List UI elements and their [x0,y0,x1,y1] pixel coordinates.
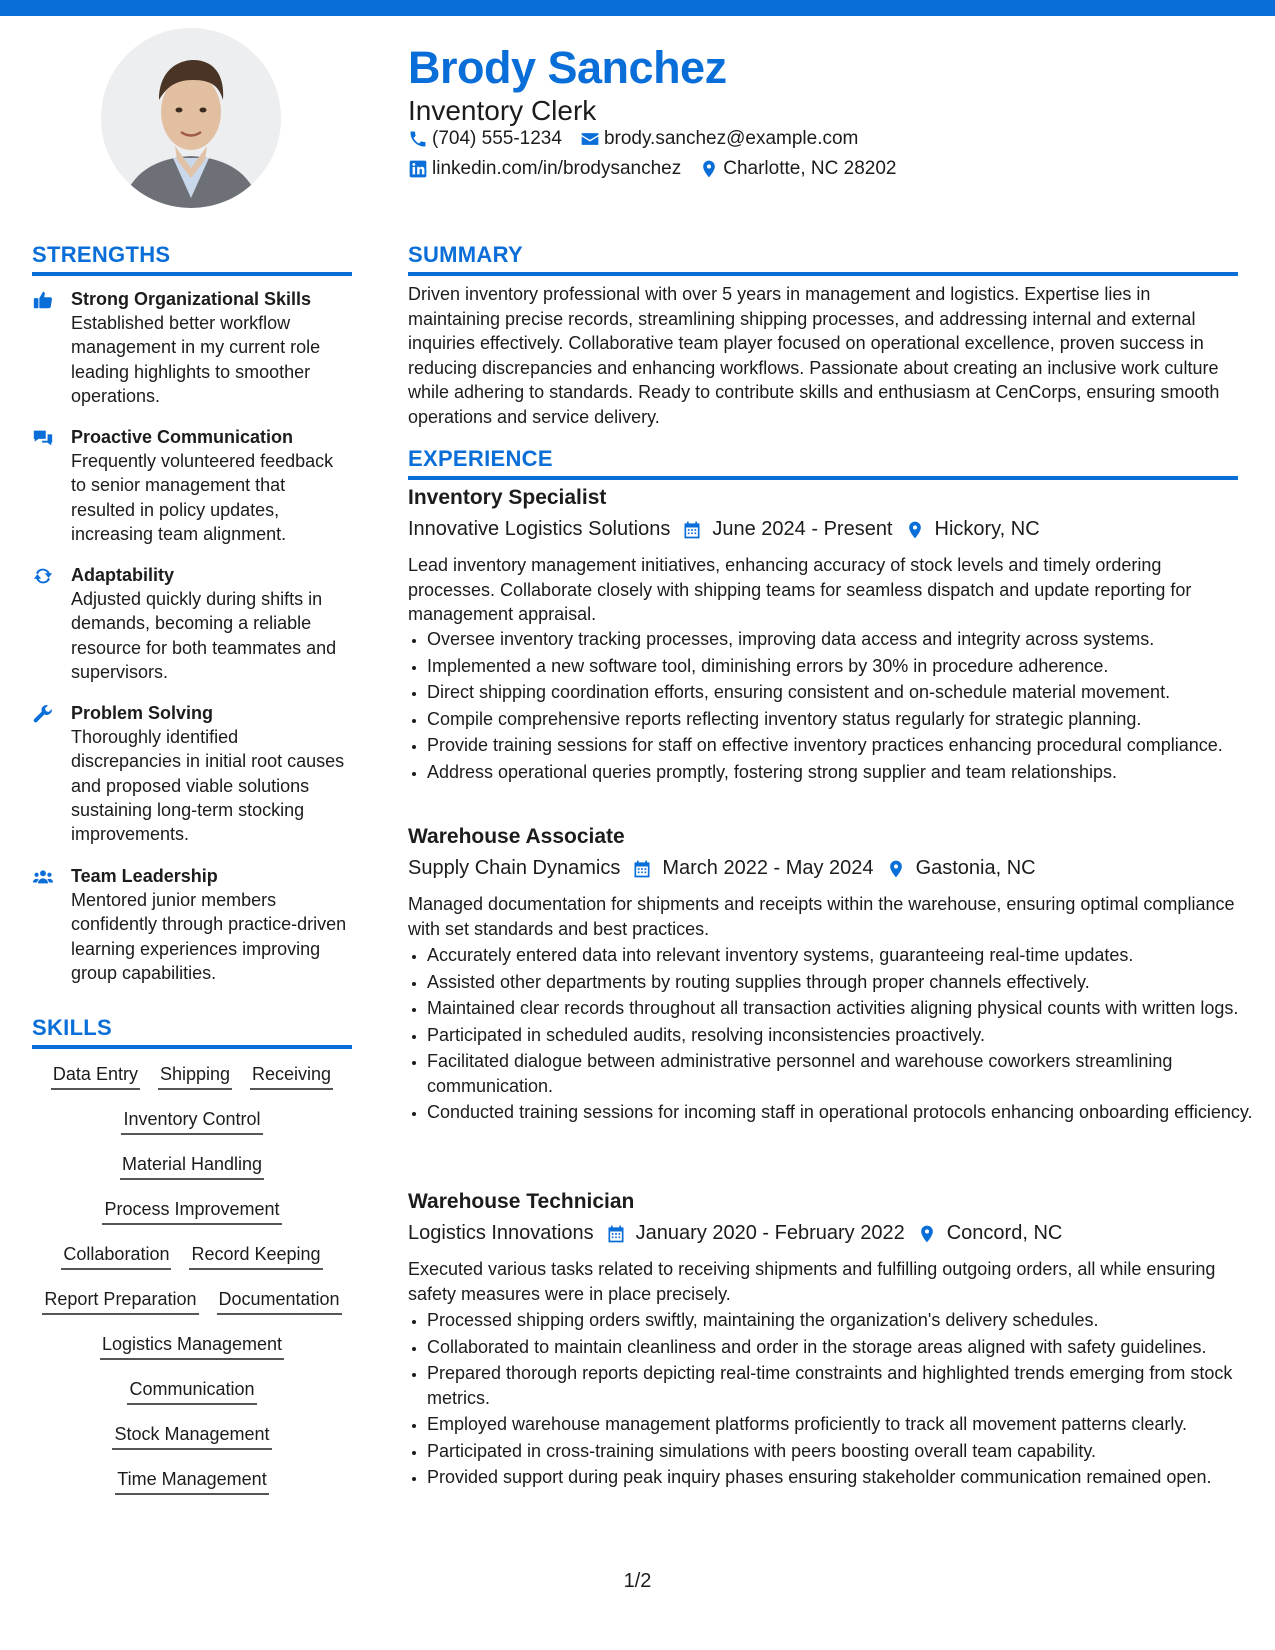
bullet-item: • Maintained clear records throughout all transaction activities aligning physical counts with written logs. [427,996,1257,1021]
skill-tag: Record Keeping [189,1243,322,1270]
skill-tag: Receiving [250,1063,333,1090]
bullet-item: • Direct shipping coordination efforts, ensuring consistent and on-schedule material movement. [427,680,1257,705]
strength-title: Proactive Communication [71,427,294,447]
linkedin-contact[interactable] [408,158,681,180]
bullet-item: • Implemented a new software tool, diminishing errors by 30% in procedure adherence. [427,654,1257,679]
email-contact[interactable] [580,128,858,150]
candidate-title: Inventory Clerk [408,95,597,126]
phone-contact[interactable] [408,128,562,150]
strength-desc: Thoroughly identified discrepancies in initial root causes and proposed viable solutions sustaining long-term stocking improvements. [71,727,345,845]
bullet-item: • Participated in scheduled audits, resolving inconsistencies proactively. [427,1023,1257,1048]
skills-row [32,1423,352,1450]
bullet-item: • Compile comprehensive reports reflecting inventory status regularly for strategic planning. [427,707,1257,732]
strength-item [32,701,352,846]
profile-photo [101,28,281,208]
phone-icon [408,129,428,149]
skills-row [32,1063,352,1090]
job-bullets [408,627,1257,786]
strength-item [32,563,352,684]
skill-tag: Logistics Management [100,1333,284,1360]
calendar-icon [606,1224,626,1244]
bullet-item: • Provide training sessions for staff on effective inventory practices enhancing procedural compliance. [427,733,1257,758]
bullet-item: • Accurately entered data into relevant inventory systems, guaranteeing real-time updates. [427,943,1257,968]
bullet-item: • Processed shipping orders swiftly, maintaining the organization's delivery schedules. [427,1308,1257,1333]
bullet-item: • Address operational queries promptly, fostering strong supplier and team relationships. [427,760,1257,785]
strength-title: Strong Organizational Skills [71,289,312,309]
job-dates: March 2022 - May 2024 [662,857,874,879]
strength-item [32,864,352,985]
skills-row [32,1153,352,1180]
skills-heading: SKILLS [32,1015,352,1049]
skill-tag: Time Management [115,1468,268,1495]
skill-tag: Inventory Control [121,1108,262,1135]
summary-text: Driven inventory professional with over 5 years in management and logistics. Expertise lies in maintaining precise records, streamlining shipping processes, and addressing internal and external inquiries effectively. Collaborative team player focused on operational excellence, proven success in reducing discrepancies and enhancing workflows. Passionate about creating an inclusive work culture while adhering to standards. Ready to contribute skills and enthusiasm at CenCorps, ensuring smooth operations and service delivery. [408,284,1220,427]
thumbs-up-icon [32,289,56,311]
map-pin-icon [905,520,925,540]
strength-title: Team Leadership [71,866,218,886]
company-name: Logistics Innovations [408,1222,594,1244]
strength-title: Problem Solving [71,703,214,723]
job-meta [408,1222,1062,1245]
job-title: Inventory Specialist [408,486,607,509]
strength-desc: Established better workflow management in my current role leading highlights to smoother operations. [71,313,321,406]
calendar-icon [632,859,652,879]
skills-row [32,1198,352,1225]
location-text: Charlotte, NC 28202 [723,158,897,179]
linkedin-text: linkedin.com/in/brodysanchez [432,158,682,179]
email-text: brody.sanchez@example.com [603,128,859,149]
job-bullets [408,1308,1257,1492]
job-title: Warehouse Associate [408,825,625,848]
skill-tag: Communication [127,1378,256,1405]
job-location: Hickory, NC [934,518,1040,540]
job-bullets [408,943,1257,1127]
strength-desc: Mentored junior members confidently through practice-driven learning experiences improving group capabilities. [71,890,347,983]
contact-row-2 [408,158,896,180]
strengths-heading: STRENGTHS [32,242,352,276]
job-summary: Managed documentation for shipments and receipts within the warehouse, ensuring optimal compliance with set standards and best practices. [408,894,1235,939]
skills-row [32,1288,352,1315]
users-icon [32,866,56,888]
linkedin-icon [408,159,428,179]
contact-row-1 [408,128,858,150]
job-meta [408,857,1036,880]
skills-row [32,1243,352,1270]
skill-tag: Collaboration [61,1243,171,1270]
skills-row [32,1333,352,1360]
bullet-item: • Participated in cross-training simulations with peers boosting overall team capability. [427,1439,1257,1464]
top-accent-bar [0,0,1275,16]
skill-tag: Report Preparation [42,1288,198,1315]
strength-title: Adaptability [71,565,175,585]
job-summary: Executed various tasks related to receiving shipments and fulfilling outgoing orders, all while ensuring safety measures were in place precisely. [408,1259,1216,1304]
bullet-item: • Facilitated dialogue between administrative personnel and warehouse coworkers streamlining communication. [427,1049,1257,1098]
bullet-item: • Oversee inventory tracking processes, improving data access and integrity across systems. [427,627,1257,652]
strength-item [32,287,352,408]
map-pin-icon [917,1224,937,1244]
bullet-item: • Conducted training sessions for incoming staff in operational protocols enhancing onboarding efficiency. [427,1100,1257,1125]
page-number: 1/2 [623,1570,652,1592]
skill-tag: Documentation [217,1288,342,1315]
bullet-item: • Employed warehouse management platforms proficiently to track all movement patterns clearly. [427,1412,1257,1437]
phone-text: (704) 555-1234 [432,128,562,149]
bullet-item: • Prepared thorough reports depicting real-time constraints and highlighted trends emerging from stock metrics. [427,1361,1257,1410]
job-meta [408,518,1040,541]
map-pin-icon [699,159,719,179]
bullet-item: • Collaborated to maintain cleanliness and order in the storage areas aligned with safety guidelines. [427,1335,1257,1360]
comments-icon [32,427,56,449]
job-location: Gastonia, NC [915,857,1036,879]
skills-row [32,1378,352,1405]
company-name: Innovative Logistics Solutions [408,518,671,540]
envelope-icon [580,129,600,149]
skill-tag: Stock Management [112,1423,271,1450]
skills-row [32,1468,352,1495]
strength-item [32,425,352,546]
bullet-item: • Provided support during peak inquiry phases ensuring stakeholder communication remained open. [427,1465,1257,1490]
calendar-icon [682,520,702,540]
wrench-icon [32,703,56,725]
skill-tag: Shipping [158,1063,232,1090]
map-pin-icon [886,859,906,879]
job-location: Concord, NC [946,1222,1063,1244]
job-summary: Lead inventory management initiatives, enhancing accuracy of stock levels and timely ordering processes. Collaborate closely with shipping teams for seamless dispatch and update reporting for management appraisal. [408,555,1192,624]
skill-tag: Data Entry [51,1063,140,1090]
job-dates: June 2024 - Present [712,518,893,540]
job-title: Warehouse Technician [408,1190,635,1213]
candidate-name: Brody Sanchez [408,42,727,93]
skill-tag: Process Improvement [102,1198,281,1225]
experience-heading: EXPERIENCE [408,446,1238,480]
location-contact [699,158,896,180]
company-name: Supply Chain Dynamics [408,857,621,879]
job-dates: January 2020 - February 2022 [635,1222,905,1244]
bullet-item: • Assisted other departments by routing supplies through proper channels effectively. [427,970,1257,995]
summary-heading: SUMMARY [408,242,1238,276]
strength-desc: Adjusted quickly during shifts in demands, becoming a reliable resource for both teammates and supervisors. [71,589,337,682]
refresh-icon [32,565,56,587]
skills-row [32,1108,352,1135]
skill-tag: Material Handling [120,1153,264,1180]
strength-desc: Frequently volunteered feedback to senior management that resulted in policy updates, increasing team alignment. [71,451,334,544]
